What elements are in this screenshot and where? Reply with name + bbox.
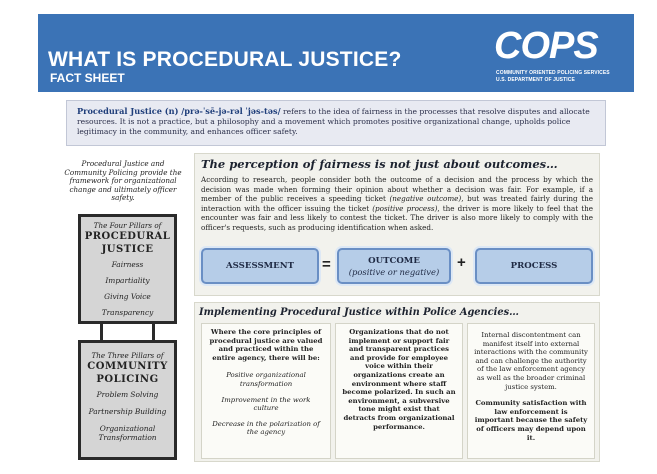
pillar-item: Organizational Transformation	[98, 424, 157, 442]
perception-panel	[194, 153, 600, 296]
outcome-sublabel: (positive or negative)	[348, 266, 440, 277]
header-banner	[38, 14, 634, 92]
definition-text: refers to the idea of fairness in the processes that resolve disputes and allocate resources. It is not a practice, but a philosophy and a movement which promotes positive organizational change, upholds police legitimacy in the community, and enhances officer safety.	[77, 107, 590, 136]
perception-title: The perception of fairness is not just about outcomes…	[201, 157, 558, 171]
pillars-heading: POLICING	[96, 374, 159, 385]
community-policing-pillars	[78, 340, 177, 460]
discontentment-column	[467, 323, 595, 459]
pillar-item: Giving Voice	[104, 292, 151, 301]
core-principles-lead: Where the core principles of procedural justice are valued and practiced within the entire agency, there will be:	[209, 328, 323, 362]
logo-wordmark: COPS	[494, 25, 598, 67]
procedural-justice-pillars	[78, 214, 177, 324]
benefit-item: Positive organizational transformation	[226, 371, 306, 388]
outcome-label: OUTCOME	[368, 255, 420, 266]
pillars-caption: The Four Pillars of	[93, 221, 162, 230]
definition-box	[66, 100, 606, 146]
pillar-connector	[152, 322, 155, 342]
polarization-column	[335, 323, 463, 459]
perception-text	[201, 175, 593, 233]
pillar-item: Problem Solving	[96, 390, 159, 399]
core-principles-column	[201, 323, 331, 459]
benefit-item: Decrease in the polarization of the agency	[212, 419, 320, 437]
equals-sign: =	[322, 256, 331, 273]
definition-term: Procedural Justice (n) /prə-ˈsē-jə-rəl ˈjəs-təs/	[77, 106, 281, 116]
benefit-item: Improvement in the work culture	[221, 395, 311, 413]
perception-text-part: , the driver is more likely to feel that the encounter was fair and less likely to contest the ticket. The driver is also more likely to comply with the officer's requests, such as producing identification when asked.	[201, 203, 594, 232]
cops-logo	[494, 24, 626, 86]
pillars-caption: The Three Pillars of	[91, 351, 164, 360]
pillar-item: Partnership Building	[88, 407, 167, 416]
outcome-box	[337, 248, 451, 284]
implementing-panel	[194, 302, 600, 462]
pillars-heading: PROCEDURAL	[84, 231, 171, 242]
pillar-connector	[100, 322, 103, 342]
assessment-label: ASSESSMENT	[226, 261, 294, 271]
discontentment-text: Internal discontentment can manifest itself into external interactions with the community and can challenge the authority of the law enforcement agency as well as the broader criminal justice system.	[474, 331, 588, 391]
plus-sign: +	[457, 254, 466, 271]
page-subtitle: FACT SHEET	[50, 71, 125, 85]
implementing-title: Implementing Procedural Justice within Police Agencies…	[199, 307, 519, 318]
logo-department: U.S. DEPARTMENT OF JUSTICE	[496, 77, 575, 83]
perception-emphasis: (negative outcome)	[389, 194, 462, 204]
polarization-text: Organizations that do not implement or support fair and transparent practices and provide for employee voice within their organizations create an environment where staff become polarized. In such an environment, a subversive tone might exist that detracts from organizational performance.	[342, 328, 456, 431]
perception-text-part: According to research, people consider both the outcome of a decision and the process by which the decision was made when forming their opinion about whether a decision was fair. For example, if a member of the public receives a speeding ticket	[201, 175, 593, 204]
process-box	[475, 248, 593, 284]
perception-text-part: , but was treated fairly during the interaction with the officer issuing the ticket	[201, 194, 594, 213]
pillars-heading: JUSTICE	[101, 244, 154, 255]
assessment-box	[201, 248, 319, 284]
framework-intro: Procedural Justice and Community Policing provide the framework for organizational change and ultimately officer safety.	[64, 159, 182, 203]
satisfaction-text: Community satisfaction with law enforcement is important because the safety of officers may depend upon it.	[474, 399, 588, 442]
perception-emphasis: (positive process)	[372, 203, 438, 213]
page-title: WHAT IS PROCEDURAL JUSTICE?	[48, 48, 402, 71]
pillar-item: Transparency	[101, 308, 154, 317]
logo-tagline: COMMUNITY ORIENTED POLICING SERVICES	[496, 70, 610, 76]
pillar-item: Fairness	[111, 260, 144, 269]
process-label: PROCESS	[510, 261, 558, 271]
pillar-item: Impartiality	[105, 276, 150, 285]
pillars-heading: COMMUNITY	[87, 361, 168, 372]
